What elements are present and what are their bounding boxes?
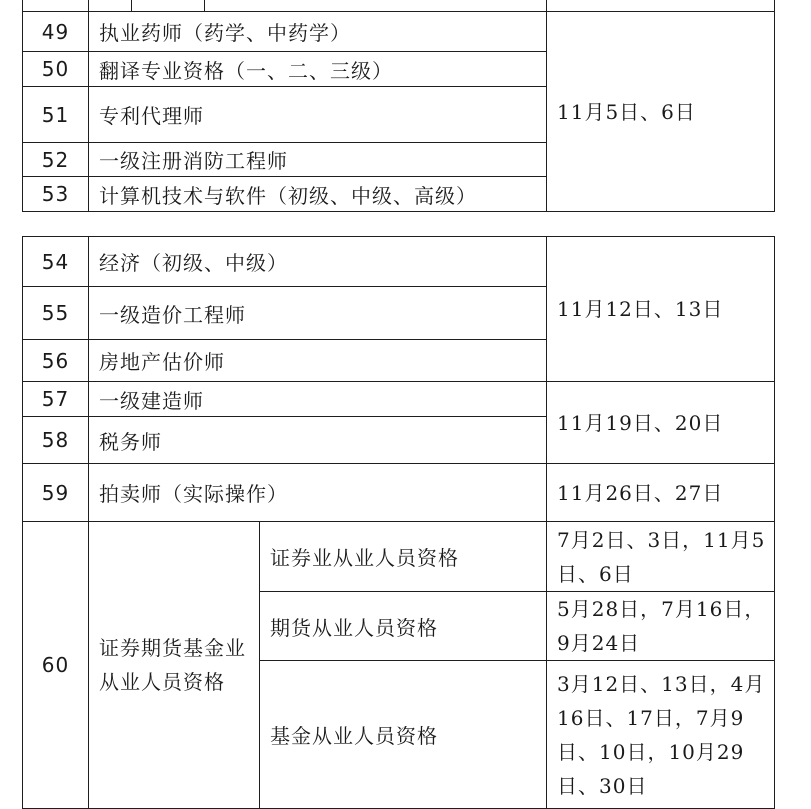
row-number: 53 <box>23 177 89 212</box>
table-row <box>23 382 775 417</box>
exam-name: 专利代理师 <box>89 87 547 143</box>
exam-date: 11月12日、13日 <box>547 237 775 382</box>
exam-name: 翻译专业资格（一、二、三级） <box>89 52 547 87</box>
exam-date: 11月5日、6日 <box>547 12 775 212</box>
row-number: 58 <box>23 417 89 464</box>
exam-name: 计算机技术与软件（初级、中级、高级） <box>89 177 547 212</box>
table-row <box>23 237 775 287</box>
row-number: 60 <box>23 522 89 809</box>
row-number: 56 <box>23 340 89 382</box>
exam-subcategory: 证券业从业人员资格 <box>260 522 547 592</box>
exam-name: 证券期货基金业从业人员资格 <box>89 522 260 809</box>
exam-schedule-table-bottom <box>22 236 775 809</box>
row-number: 59 <box>23 464 89 522</box>
table-cell <box>89 0 547 12</box>
row-number: 52 <box>23 143 89 177</box>
exam-name: 拍卖师（实际操作） <box>89 464 547 522</box>
exam-name: 一级注册消防工程师 <box>89 143 547 177</box>
table-row <box>23 0 775 12</box>
row-number: 54 <box>23 237 89 287</box>
exam-date: 11月26日、27日 <box>547 464 775 522</box>
table-cell <box>23 0 89 12</box>
row-number: 51 <box>23 87 89 143</box>
exam-subcategory: 基金从业人员资格 <box>260 661 547 809</box>
exam-name: 执业药师（药学、中药学） <box>89 12 547 52</box>
table-row <box>23 12 775 52</box>
exam-subcategory: 期货从业人员资格 <box>260 592 547 661</box>
exam-name: 一级造价工程师 <box>89 287 547 340</box>
exam-schedule-table-top <box>22 0 775 212</box>
row-number: 50 <box>23 52 89 87</box>
exam-date: 7月2日、3日，11月5日、6日 <box>547 522 775 592</box>
exam-date: 5月28日，7月16日，9月24日 <box>547 592 775 661</box>
row-number: 57 <box>23 382 89 417</box>
exam-name: 一级建造师 <box>89 382 547 417</box>
table-cell <box>547 0 775 12</box>
exam-name: 税务师 <box>89 417 547 464</box>
exam-date: 3月12日、13日，4月16日、17日，7月9日、10日，10月29日、30日 <box>547 661 775 809</box>
exam-date: 11月19日、20日 <box>547 382 775 464</box>
row-number: 49 <box>23 12 89 52</box>
row-number: 55 <box>23 287 89 340</box>
exam-name: 经济（初级、中级） <box>89 237 547 287</box>
table-row <box>23 522 775 592</box>
table-row <box>23 464 775 522</box>
exam-name: 房地产估价师 <box>89 340 547 382</box>
